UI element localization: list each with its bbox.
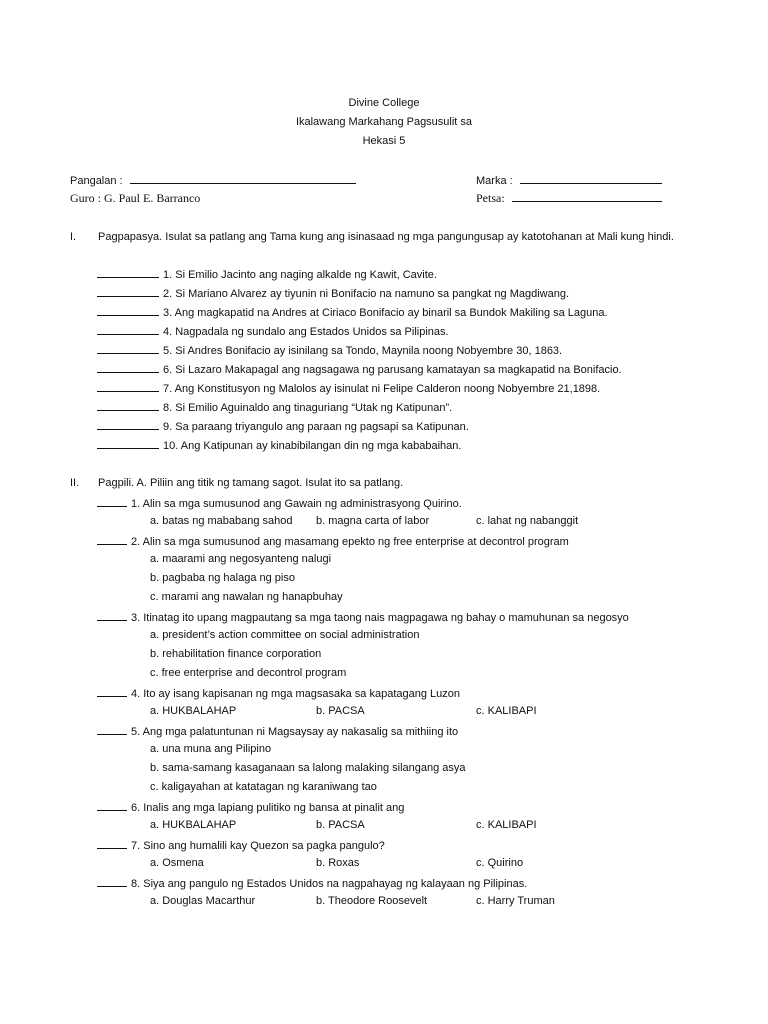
tf-item-text: 8. Si Emilio Aguinaldo ang tinaguriang “Utak ng Katipunan”.	[163, 402, 453, 414]
mc-choice: a. president’s action committee on social administration	[150, 629, 420, 641]
answer-blank[interactable]	[97, 324, 159, 335]
tf-item	[97, 305, 608, 319]
answer-blank[interactable]	[97, 610, 127, 621]
tf-item-text: 6. Si Lazaro Makapagal ang nagsagawa ng parusang kamatayan sa magkapatid na Bonifacio.	[163, 364, 622, 376]
mc-choice: b. Roxas	[316, 857, 360, 869]
tf-item-text: 1. Si Emilio Jacinto ang naging alkalde ng Kawit, Cavite.	[163, 269, 437, 281]
mc-choice: c. Quirino	[476, 857, 524, 869]
section1-numeral: I.	[70, 231, 77, 243]
tf-item-text: 4. Nagpadala ng sundalo ang Estados Unidos sa Pilipinas.	[163, 326, 449, 338]
answer-blank[interactable]	[97, 343, 159, 354]
answer-blank[interactable]	[97, 419, 159, 430]
mc-choice: c. free enterprise and decontrol program	[150, 667, 347, 679]
answer-blank[interactable]	[97, 438, 159, 449]
mc-question	[97, 876, 527, 890]
mc-choice: b. magna carta of labor	[316, 515, 430, 527]
date-field[interactable]	[476, 191, 662, 206]
mc-question-text: 6. Inalis ang mga lapiang pulitiko ng bansa at pinalit ang	[131, 802, 405, 814]
section1-instruction	[70, 228, 698, 247]
answer-blank[interactable]	[97, 800, 127, 811]
answer-blank[interactable]	[97, 724, 127, 735]
mc-question	[97, 724, 458, 738]
answer-blank[interactable]	[97, 838, 127, 849]
mc-question-text: 2. Alin sa mga sumusunod ang masamang epekto ng free enterprise at decontrol program	[131, 536, 569, 548]
mc-choice: b. Theodore Roosevelt	[316, 895, 428, 907]
answer-blank[interactable]	[97, 381, 159, 392]
mc-choice: a. batas ng mababang sahod	[150, 515, 293, 527]
school-name: Divine College	[348, 97, 420, 109]
exam-title: Ikalawang Markahang Pagsusulit sa	[295, 116, 473, 128]
mc-choice: c. KALIBAPI	[476, 819, 537, 831]
mc-choice: b. rehabilitation finance corporation	[150, 648, 322, 660]
answer-blank[interactable]	[97, 686, 127, 697]
tf-item	[97, 362, 622, 376]
answer-blank[interactable]	[97, 267, 159, 278]
mc-choice: b. PACSA	[316, 819, 365, 831]
score-field[interactable]	[476, 173, 662, 187]
mc-choice: a. maarami ang negosyanteng nalugi	[150, 553, 332, 565]
tf-item	[97, 381, 600, 395]
mc-choice: c. Harry Truman	[476, 895, 555, 907]
mc-question	[97, 838, 385, 852]
tf-item	[97, 343, 562, 357]
answer-blank[interactable]	[97, 286, 159, 297]
mc-choice: a. Osmena	[150, 857, 204, 869]
tf-item	[97, 324, 449, 338]
mc-question-text: 4. Ito ay isang kapisanan ng mga magsasaka sa kapatagang Luzon	[131, 688, 461, 700]
tf-item-text: 9. Sa paraang triyangulo ang paraan ng pagsapi sa Katipunan.	[163, 421, 469, 433]
mc-choice: c. kaligayahan at katatagan ng karaniwang tao	[150, 781, 377, 793]
mc-question-text: 3. Itinatag ito upang magpautang sa mga taong nais magpagawa ng bahay o mamuhunan sa negosyo	[131, 612, 629, 624]
mc-question	[97, 534, 569, 548]
date-label: Petsa:	[476, 191, 505, 205]
mc-question	[97, 610, 629, 624]
section2-numeral: II.	[70, 477, 80, 489]
date-blank[interactable]	[512, 191, 662, 202]
mc-question-text: 7. Sino ang humalili kay Quezon sa pagka pangulo?	[131, 840, 385, 852]
tf-item	[97, 286, 569, 300]
mc-question-text: 5. Ang mga palatuntunan ni Magsaysay ay nakasalig sa mithiing ito	[131, 726, 459, 738]
tf-item-text: 2. Si Mariano Alvarez ay tiyunin ni Bonifacio na namuno sa pangkat ng Magdiwang.	[163, 288, 570, 300]
answer-blank[interactable]	[97, 876, 127, 887]
tf-item	[97, 267, 437, 281]
answer-blank[interactable]	[97, 496, 127, 507]
teacher-line: Guro : G. Paul E. Barranco	[70, 191, 201, 205]
mc-question	[97, 686, 460, 700]
mc-choice: a. Douglas Macarthur	[150, 895, 256, 907]
mc-question	[97, 496, 462, 510]
score-blank[interactable]	[520, 173, 662, 184]
mc-choice: b. PACSA	[316, 705, 365, 717]
mc-choice: a. HUKBALAHAP	[150, 819, 237, 831]
answer-blank[interactable]	[97, 362, 159, 373]
name-label: Pangalan :	[70, 175, 123, 187]
mc-choice: b. sama-samang kasaganaan sa lalong malaking silangang asya	[150, 762, 466, 774]
score-label: Marka :	[476, 175, 513, 187]
answer-blank[interactable]	[97, 400, 159, 411]
tf-item-text: 3. Ang magkapatid na Andres at Ciriaco Bonifacio ay binaril sa Bundok Makiling sa Laguna.	[163, 307, 608, 319]
mc-choice: c. lahat ng nabanggit	[476, 515, 579, 527]
section1-instruction-text: Pagpapasya. Isulat sa patlang ang Tama kung ang isinasaad ng mga pangungusap ay katotohanan at Mali kung hindi.	[98, 231, 674, 243]
tf-item-text: 5. Si Andres Bonifacio ay isinilang sa Tondo, Maynila noong Nobyembre 30, 1863.	[163, 345, 563, 357]
tf-item-text: 10. Ang Katipunan ay kinabibilangan din ng mga kababaihan.	[163, 440, 462, 452]
tf-item-text: 7. Ang Konstitusyon ng Malolos ay isinulat ni Felipe Calderon noong Nobyembre 21,1898.	[163, 383, 601, 395]
section2-instruction: Pagpili. A. Piliin ang titik ng tamang sagot. Isulat ito sa patlang.	[98, 477, 404, 489]
tf-item	[97, 438, 461, 452]
mc-choice: b. pagbaba ng halaga ng piso	[150, 572, 295, 584]
subject-title: Hekasi 5	[362, 135, 406, 147]
mc-question-text: 8. Siya ang pangulo ng Estados Unidos na nagpahayag ng kalayaan ng Pilipinas.	[131, 878, 528, 890]
mc-choice: a. HUKBALAHAP	[150, 705, 237, 717]
mc-choice: a. una muna ang Pilipino	[150, 743, 272, 755]
tf-item	[97, 419, 469, 433]
name-field[interactable]	[70, 173, 356, 187]
tf-item	[97, 400, 452, 414]
mc-choice: c. KALIBAPI	[476, 705, 537, 717]
answer-blank[interactable]	[97, 305, 159, 316]
name-blank[interactable]	[130, 173, 356, 184]
answer-blank[interactable]	[97, 534, 127, 545]
mc-choice: c. marami ang nawalan ng hanapbuhay	[150, 591, 343, 603]
mc-question	[97, 800, 404, 814]
mc-question-text: 1. Alin sa mga sumusunod ang Gawain ng administrasyong Quirino.	[131, 498, 462, 510]
